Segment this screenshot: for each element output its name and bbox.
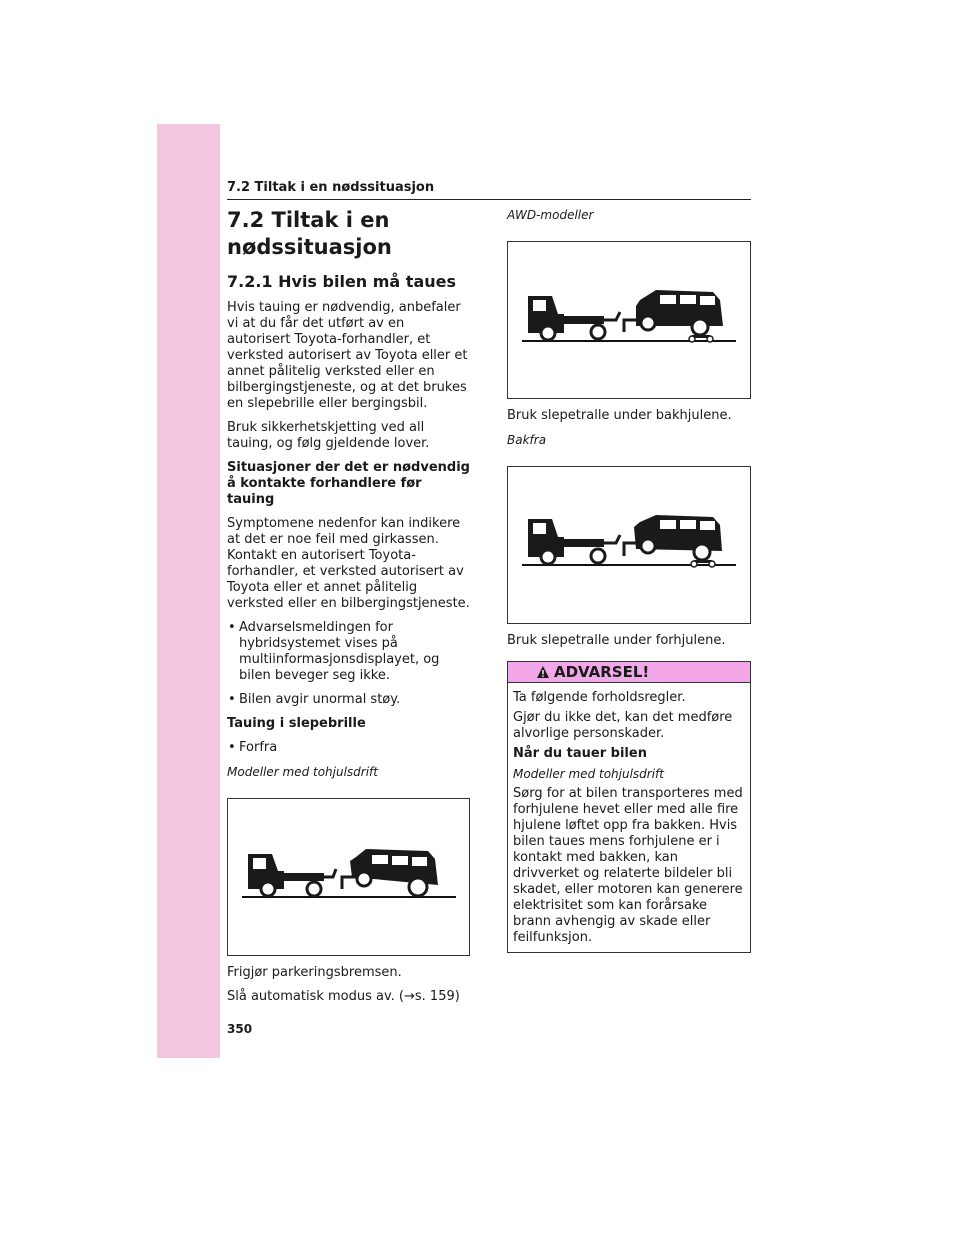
warning-body xyxy=(508,683,750,952)
symptoms-paragraph: Symptomene nedenfor kan indikere at det er noe feil med girkassen. Kontakt en autorisert Toyota-forhandler, et verksted autorisert av Toyota eller et annet pålitelig verksted eller en bilbergingstjeneste. xyxy=(227,516,470,611)
running-head: 7.2 Tiltak i en nødssituasjon xyxy=(227,180,435,195)
warning-title: ADVARSEL! xyxy=(554,663,650,681)
warning-subheading: Når du tauer bilen xyxy=(513,746,647,761)
list-item: • Advarselsmeldingen for hybridsystemet vises på multiinformasjonsdisplayet, og bilen beveger seg ikke. xyxy=(227,620,470,684)
towing-heading: Tauing i slepebrille xyxy=(227,716,366,731)
chapter-side-tab xyxy=(157,124,220,1058)
warning-paragraph: Ta følgende forholdsregler. xyxy=(513,690,686,705)
situations-heading: Situasjoner der det er nødvendig å kontakte forhandlere før tauing xyxy=(227,460,470,507)
warning-paragraph: Sørg for at bilen transporteres med forhjulene hevet eller med alle fire hjulene løftet opp fra bakken. Hvis bilen taues mens forhjulene er i kontakt med bakken, kan drivverket og relaterte bildeler bli skadet, eller motoren kan generere elektrisitet som kan forårsake brann avhengig av skade eller feilfunksjon. xyxy=(513,786,743,945)
warning-triangle-icon xyxy=(536,665,550,679)
list-item: • Bilen avgir unormal støy. xyxy=(227,692,470,708)
direction-list xyxy=(227,740,470,756)
fwd-caption: Modeller med tohjulsdrift xyxy=(227,765,378,779)
symptom-list xyxy=(227,620,470,708)
right-column xyxy=(507,207,751,953)
header-rule xyxy=(227,199,751,200)
tow-illustration-fwd xyxy=(228,799,469,955)
list-item: • Forfra xyxy=(227,740,470,756)
warning-paragraph: Gjør du ikke det, kan det medføre alvorlige personskader. xyxy=(513,710,733,741)
tow-illustration-awd-front xyxy=(508,467,750,623)
left-column xyxy=(227,207,470,1013)
awd-rear-tow-figure xyxy=(507,241,751,399)
subsection-title: 7.2.1 Hvis bilen må taues xyxy=(227,272,457,291)
auto-mode-instruction: Slå automatisk modus av. (→s. 159) xyxy=(227,989,460,1004)
section-title: 7.2 Tiltak i en nødssituasjon xyxy=(227,208,392,259)
release-brake: Frigjør parkeringsbremsen. xyxy=(227,965,402,980)
warning-box xyxy=(507,661,751,953)
fwd-tow-figure xyxy=(227,798,470,956)
awd-caption: AWD-modeller xyxy=(507,208,594,222)
awd-front-tow-figure xyxy=(507,466,751,624)
rear-caption: Bakfra xyxy=(507,433,547,447)
dolly-rear-instruction: Bruk slepetralle under bakhjulene. xyxy=(507,408,732,423)
intro-paragraph: Hvis tauing er nødvendig, anbefaler vi at du får det utført av en autorisert Toyota-forhandler, et verksted autorisert av Toyota eller et annet pålitelig verksted eller en bilbergingstjeneste, og at det brukes en slepebrille eller bergingsbil. xyxy=(227,300,468,411)
dolly-front-instruction: Bruk slepetralle under forhjulene. xyxy=(507,633,726,648)
warning-header xyxy=(508,662,750,683)
safety-paragraph: Bruk sikkerhetskjetting ved all tauing, og følg gjeldende lover. xyxy=(227,420,430,451)
page-number: 350 xyxy=(227,1022,253,1036)
warning-model-caption: Modeller med tohjulsdrift xyxy=(513,767,664,781)
tow-illustration-awd-rear xyxy=(508,242,750,398)
